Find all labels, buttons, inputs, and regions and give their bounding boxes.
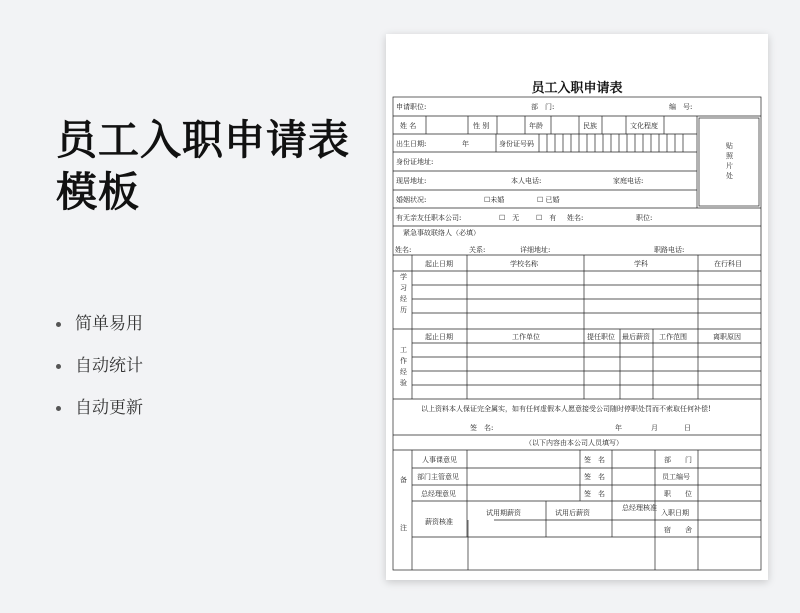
- option-married: ☐ 已婚: [537, 196, 560, 204]
- label-remarks-sign: 签 名: [584, 473, 605, 481]
- study-side-char: 习: [400, 284, 407, 292]
- label-emergency-name: 姓名:: [395, 246, 412, 254]
- label-ethnicity: 民族: [583, 122, 597, 130]
- label-dept: 部 门: [664, 456, 692, 464]
- bullet-icon: [56, 364, 61, 369]
- photo-label-char: 片: [726, 162, 733, 170]
- label-marital: 婚姻状况:: [396, 196, 427, 204]
- label-relatives: 有无亲友任职本公司:: [396, 214, 462, 222]
- bullet-icon: [56, 322, 61, 327]
- label-salary-approval: 薪资核准: [425, 518, 453, 526]
- label-signature: 签 名:: [470, 424, 494, 432]
- work-header: 工作单位: [512, 333, 540, 341]
- label-relative-name: 姓名:: [567, 214, 584, 222]
- label-id-address: 身份证地址:: [396, 158, 434, 166]
- label-home-address: 现居地址:: [396, 177, 427, 185]
- label-remarks-sign: 签 名: [584, 490, 605, 498]
- form-document: [386, 34, 768, 580]
- work-header: 提任职位: [587, 333, 615, 341]
- work-header: 工作范围: [659, 333, 687, 341]
- option-unmarried: ☐未婚: [484, 196, 505, 204]
- label-education: 文化程度: [630, 122, 658, 130]
- company-note: （以下内容由本公司人员填写）: [525, 439, 623, 447]
- label-emergency-relation: 关系:: [469, 246, 486, 254]
- label-gm-opinion: 总经理意见: [421, 490, 456, 498]
- study-header: 学校名称: [510, 260, 538, 268]
- label-personal-phone: 本人电话:: [511, 177, 542, 185]
- work-header: 离职原因: [713, 333, 741, 341]
- label-sign-day: 日: [684, 424, 691, 432]
- study-header: 在行科目: [714, 260, 742, 268]
- bullet-icon: [56, 406, 61, 411]
- label-position: 申请职位:: [396, 103, 427, 111]
- form-title: 员工入职申请表: [531, 81, 623, 96]
- label-year: 年: [462, 140, 469, 148]
- label-age: 年龄: [529, 122, 543, 130]
- photo-label-char: 照: [726, 152, 733, 160]
- label-emergency-address: 详细地址:: [520, 246, 551, 254]
- study-side-char: 经: [400, 295, 407, 303]
- label-gm-approval: 总经理核准: [622, 504, 657, 512]
- work-header: 最后薪资: [622, 333, 650, 341]
- work-header: 起止日期: [425, 333, 453, 341]
- hero-title: 员工入职申请表模板: [56, 116, 350, 216]
- study-header: 学科: [634, 260, 648, 268]
- option-no: ☐ 无: [499, 214, 520, 222]
- label-hr-opinion: 人事课意见: [422, 456, 457, 464]
- label-birth-date: 出生日期:: [396, 140, 427, 148]
- label-department: 部 门:: [531, 103, 555, 111]
- feature-item: 自动更新: [56, 396, 143, 438]
- label-emergency: 紧急事故联络人（必填）: [403, 229, 480, 237]
- label-sign-year: 年: [615, 424, 622, 432]
- label-dorm: 宿 舍: [664, 526, 692, 534]
- feature-list: [56, 312, 143, 438]
- label-gender: 性 别: [473, 122, 490, 130]
- label-relative-position: 职位:: [636, 214, 653, 222]
- feature-item: 简单易用: [56, 312, 143, 354]
- study-side-char: 历: [400, 306, 407, 314]
- label-sign-month: 月: [651, 424, 658, 432]
- work-side-char: 工: [400, 346, 407, 354]
- work-side-char: 验: [400, 379, 407, 387]
- label-name: 姓 名: [400, 122, 417, 130]
- declaration-text: 以上资料本人保证完全属实，如有任何虚假本人愿意接受公司随时停职处罚而不索取任何补偿!: [421, 405, 711, 413]
- study-header: 起止日期: [425, 260, 453, 268]
- photo-label-char: 贴: [726, 142, 733, 150]
- label-number: 编 号:: [669, 103, 693, 111]
- label-entry-date: 入职日期: [661, 509, 689, 517]
- remarks-side-char: 备: [400, 476, 407, 484]
- label-family-phone: 家庭电话:: [613, 177, 644, 185]
- label-emergency-phone: 职路电话:: [654, 246, 685, 254]
- work-side-char: 经: [400, 368, 407, 376]
- photo-label-char: 处: [726, 172, 733, 180]
- feature-item: 自动统计: [56, 354, 143, 396]
- label-remarks-sign: 签 名: [584, 456, 605, 464]
- label-after-probation-salary: 试用后薪资: [555, 509, 590, 517]
- label-dept-head-opinion: 部门主管意见: [417, 473, 459, 481]
- study-side-char: 学: [400, 273, 407, 281]
- label-job: 职 位: [664, 490, 692, 498]
- remarks-side-char: 注: [400, 524, 407, 532]
- label-id-number: 身份证号码: [499, 140, 534, 148]
- label-emp-no: 员工编号: [662, 473, 690, 481]
- option-yes: ☐ 有: [536, 214, 557, 222]
- form-grid: [386, 34, 768, 580]
- work-side-char: 作: [400, 357, 407, 365]
- label-probation-salary: 试用期薪资: [486, 509, 521, 517]
